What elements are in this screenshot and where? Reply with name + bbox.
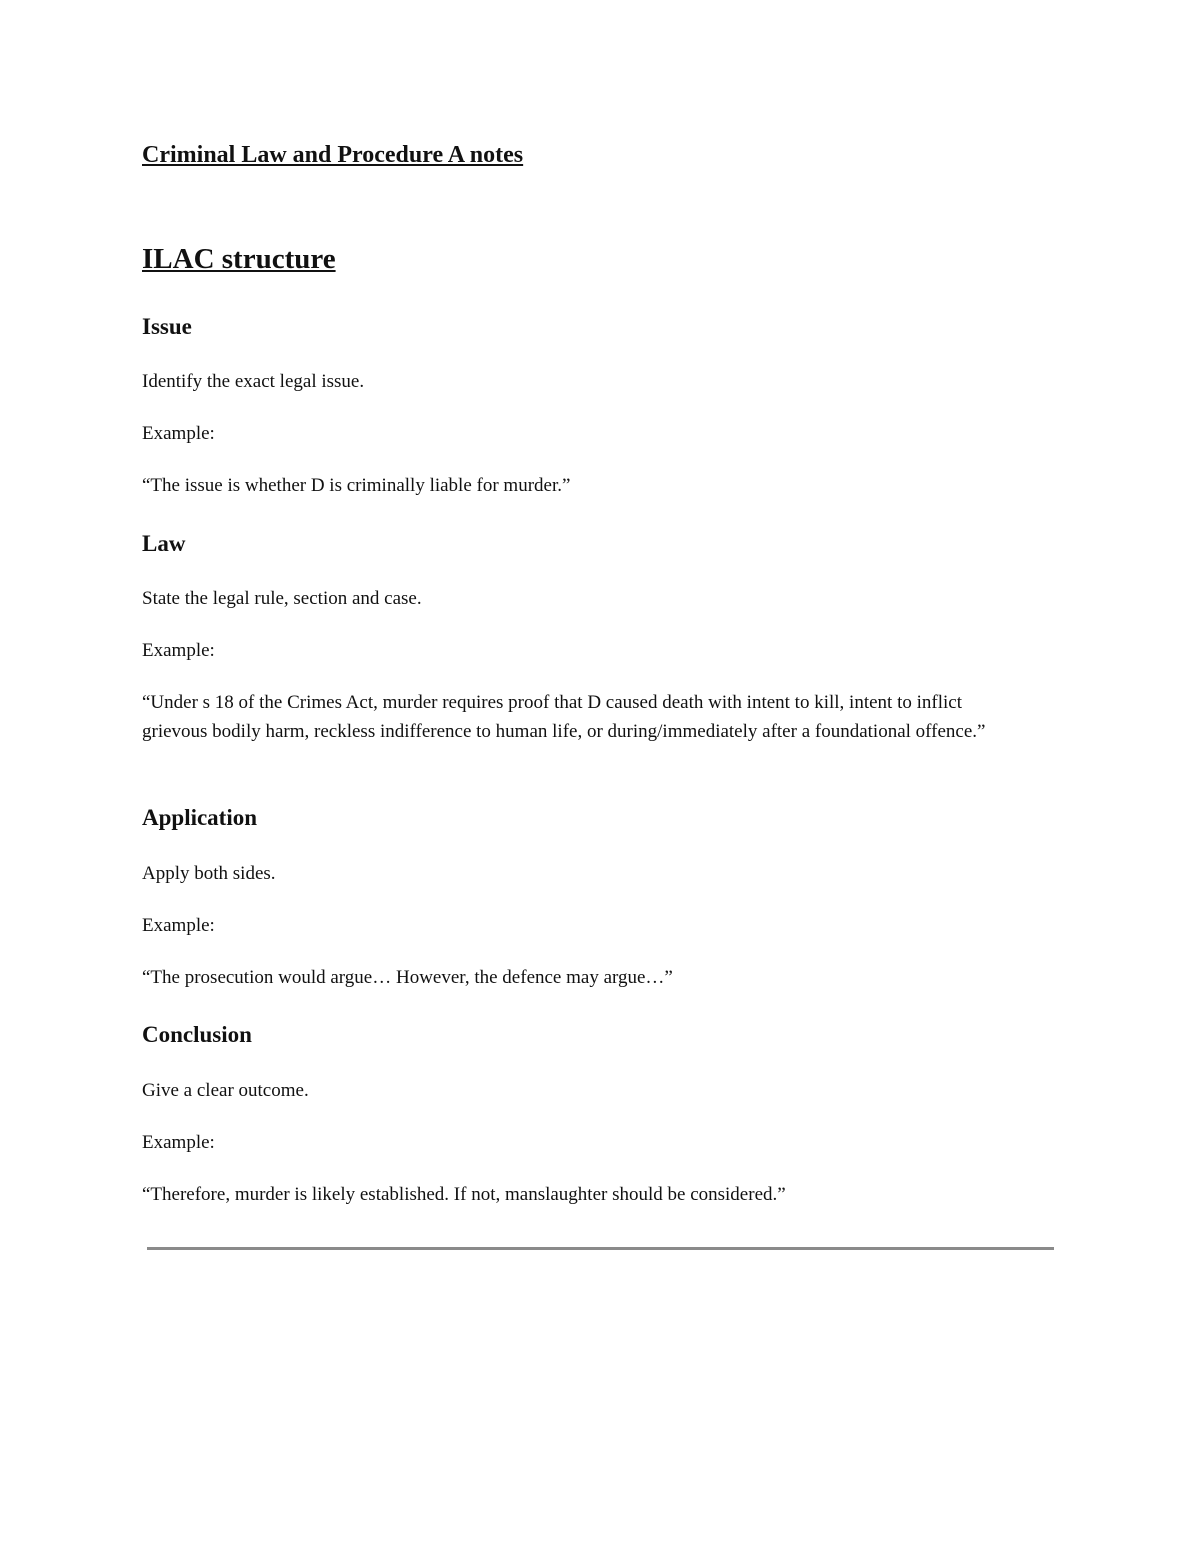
issue-example-text: “The issue is whether D is criminally liable for murder.” — [142, 475, 571, 496]
law-example-label: Example: — [142, 640, 215, 661]
issue-example-label: Example: — [142, 423, 215, 444]
section-title: ILAC structure — [142, 243, 336, 275]
horizontal-rule — [147, 1247, 1054, 1250]
conclusion-example-text: “Therefore, murder is likely established. If not, manslaughter should be considered.” — [142, 1184, 786, 1205]
application-description: Apply both sides. — [142, 863, 276, 884]
law-description: State the legal rule, section and case. — [142, 588, 422, 609]
issue-heading: Issue — [142, 314, 192, 339]
document-title: Criminal Law and Procedure A notes — [142, 142, 524, 168]
application-example-label: Example: — [142, 915, 215, 936]
conclusion-example-label: Example: — [142, 1132, 215, 1153]
issue-description: Identify the exact legal issue. — [142, 371, 365, 392]
conclusion-description: Give a clear outcome. — [142, 1080, 309, 1101]
application-example-text: “The prosecution would argue… However, the defence may argue…” — [142, 967, 673, 988]
application-heading: Application — [142, 805, 258, 830]
law-heading: Law — [142, 531, 186, 556]
law-example-text: “Under s 18 of the Crimes Act, murder requires proof that D caused death with intent to kill, intent to inflict grievous bodily harm, reckless indifference to human life, or during/immediately after a foundational offence.” — [142, 692, 986, 742]
conclusion-heading: Conclusion — [142, 1022, 252, 1047]
